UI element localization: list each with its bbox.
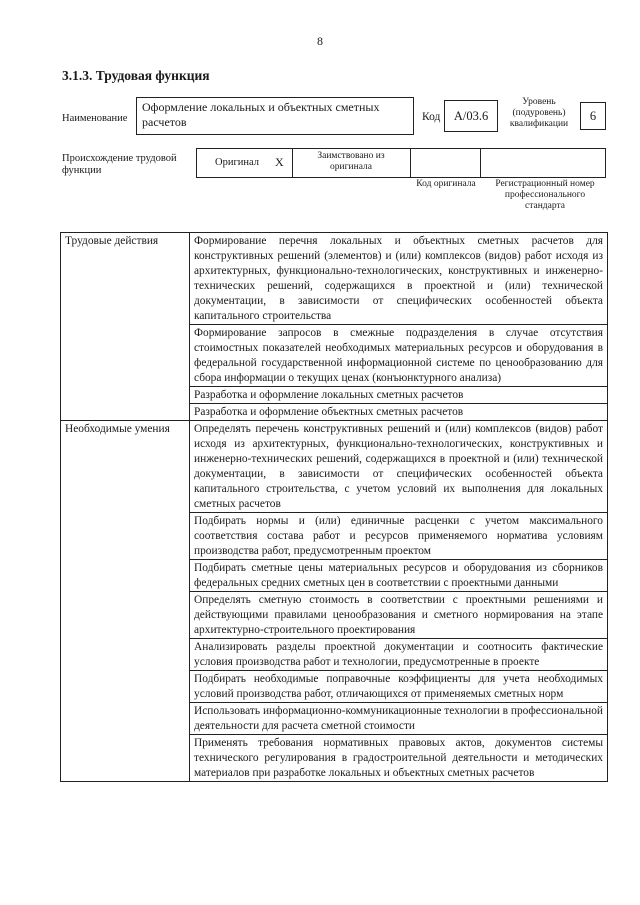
section-title: 3.1.3. Трудовая функция bbox=[62, 68, 210, 83]
table-cell: Применять требования нормативных правовых актов, документов системы технического регулирования в градостроительной деятельности и методических материалов при разработке локальных и объектных сметных расчетов bbox=[190, 735, 608, 782]
level-value: 6 bbox=[589, 109, 597, 123]
original-label: Оригинал bbox=[215, 157, 259, 168]
table-cell: Разработка и оформление локальных сметных расчетов bbox=[190, 387, 608, 404]
level-label: Уровень (подуровень) квалификации bbox=[509, 97, 569, 129]
borrowed-label: Заимствовано из оригинала bbox=[317, 151, 385, 172]
name-value: Оформление локальных и объектных сметных расчетов bbox=[142, 100, 380, 129]
table-cell: Определять сметную стоимость в соответствии с проектными решениями и действующими правилами ценообразования и сметного нормирования на этапе архитектурно-строительного проектирования bbox=[190, 592, 608, 639]
function-table bbox=[60, 232, 608, 782]
code-original-label: Код оригинала bbox=[416, 179, 476, 189]
origin-table bbox=[196, 148, 606, 178]
table-cell: Подбирать необходимые поправочные коэффициенты для учета необходимых условий производства работ, отличающихся от применяемых сметных норм bbox=[190, 671, 608, 703]
table-row bbox=[61, 421, 608, 513]
table-cell: Определять перечень конструктивных решений и (или) комплексов (видов) работ исходя из архитектурных, функционально-технологических, конструктивных и инженерно-технических решений, содержащихся в проектной и (или) технической документации, в зависимости от специфических особенностей объекта капитального строительства, с учетом условий их выполнения для локальных сметных расчетов bbox=[190, 421, 608, 513]
code-value: А/03.6 bbox=[453, 109, 489, 123]
table-cell: Формирование запросов в смежные подразделения в случае отсутствия стоимостных показателей необходимых материальных ресурсов и оборудования в федеральной государственной информационной системе по ценообразованию для сбора информации о текущих ценах (конъюнктурного анализа) bbox=[190, 325, 608, 387]
section-heading: Необходимые умения bbox=[61, 421, 190, 782]
origin-label: Происхождение трудовой функции bbox=[62, 153, 177, 177]
page-number: 8 bbox=[317, 34, 323, 48]
table-row bbox=[61, 233, 608, 325]
table-cell: Анализировать разделы проектной документации и соотносить фактические условия производства работ и технологии, предусмотренные в проекте bbox=[190, 639, 608, 671]
table-cell: Подбирать нормы и (или) единичные расценки с учетом максимального соответствия состава работ и ресурсов применяемого норматива условиям производства работ, предусмотренным проектом bbox=[190, 513, 608, 560]
code-label: Код bbox=[422, 111, 441, 123]
table-cell: Использовать информационно-коммуникационные технологии в профессиональной деятельности для расчета сметной стоимости bbox=[190, 703, 608, 735]
table-cell: Разработка и оформление объектных сметных расчетов bbox=[190, 404, 608, 421]
table-cell: Подбирать сметные цены материальных ресурсов и оборудования из сборников федеральных средних сметных цен в соответствии с проектными данными bbox=[190, 560, 608, 592]
level-value-box bbox=[580, 102, 606, 130]
section-heading: Трудовые действия bbox=[61, 233, 190, 421]
reg-number-label: Регистрационный номер профессионального стандарта bbox=[495, 179, 595, 211]
code-value-box bbox=[444, 100, 498, 132]
name-value-box bbox=[136, 97, 414, 135]
name-label: Наименование bbox=[62, 113, 128, 124]
table-cell: Формирование перечня локальных и объектных сметных расчетов для конструктивных решений (элементов) и (или) комплексов (видов) работ исходя из архитектурных, функционально-технологических, конструктивных и инженерно-технических решений, содержащихся в проектной и (или) технической документации, в зависимости от специфических особенностей объекта капитального строительства bbox=[190, 233, 608, 325]
original-mark: X bbox=[275, 155, 284, 169]
